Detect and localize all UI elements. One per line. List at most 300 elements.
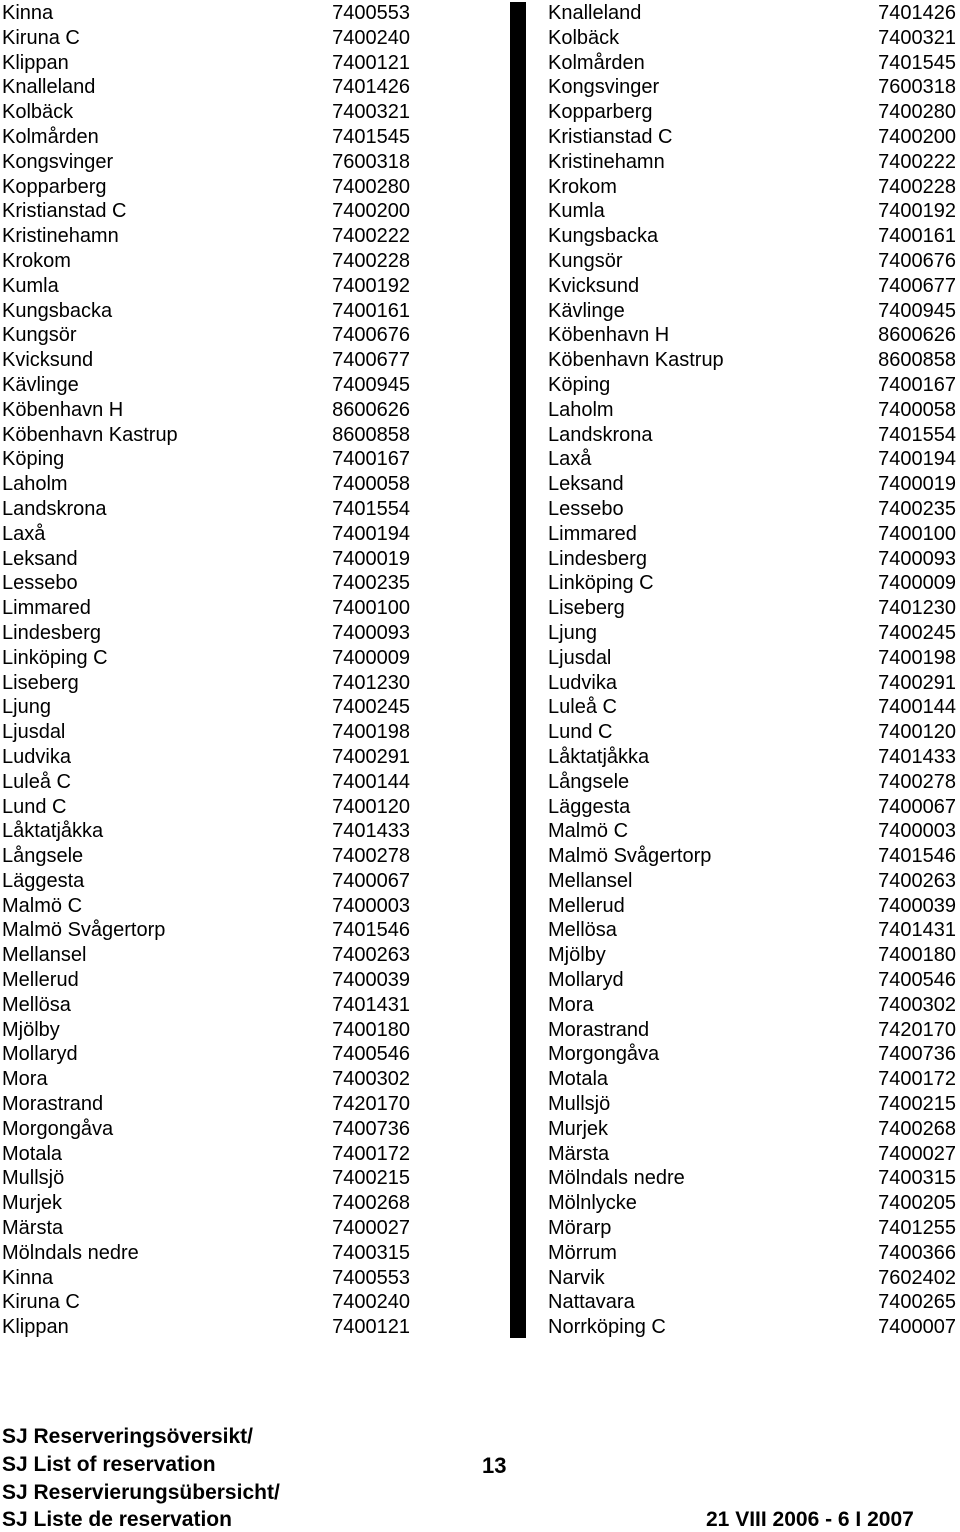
station-name: Kinna bbox=[2, 1266, 54, 1289]
station-row bbox=[548, 646, 956, 671]
station-code: 7400235 bbox=[878, 497, 956, 520]
station-row bbox=[2, 125, 410, 150]
station-row bbox=[2, 199, 410, 224]
station-code: 7401554 bbox=[332, 497, 410, 520]
station-row bbox=[548, 1067, 956, 1092]
station-row bbox=[2, 100, 410, 125]
station-row bbox=[2, 1315, 410, 1340]
station-code: 7400278 bbox=[878, 770, 956, 793]
station-row bbox=[2, 373, 410, 398]
station-name: Mölndals nedre bbox=[2, 1241, 139, 1264]
station-name: Leksand bbox=[2, 547, 78, 570]
station-name: Ludvika bbox=[2, 745, 71, 768]
station-code: 7600318 bbox=[332, 150, 410, 173]
station-name: Knalleland bbox=[548, 2, 642, 24]
station-row bbox=[2, 869, 410, 894]
station-row bbox=[2, 75, 410, 100]
station-code: 8600626 bbox=[878, 324, 956, 347]
station-code: 7400058 bbox=[332, 473, 410, 496]
station-code: 7400121 bbox=[332, 1316, 410, 1339]
station-code: 7400167 bbox=[332, 448, 410, 471]
station-row bbox=[548, 671, 956, 696]
station-code: 7401230 bbox=[878, 597, 956, 620]
station-row bbox=[2, 993, 410, 1018]
station-row bbox=[548, 1018, 956, 1043]
station-code: 7400280 bbox=[332, 175, 410, 198]
station-row bbox=[548, 100, 956, 125]
station-name: Kristinehamn bbox=[548, 150, 665, 173]
station-row bbox=[2, 1018, 410, 1043]
station-name: Kopparberg bbox=[548, 101, 653, 124]
station-code: 7400222 bbox=[878, 150, 956, 173]
station-row bbox=[2, 224, 410, 249]
station-code: 7400172 bbox=[878, 1068, 956, 1091]
station-name: Lessebo bbox=[548, 497, 624, 520]
station-row bbox=[548, 720, 956, 745]
station-row bbox=[2, 1290, 410, 1315]
station-name: Kongsvinger bbox=[2, 150, 114, 173]
station-name: Kumla bbox=[548, 200, 605, 223]
station-row bbox=[548, 125, 956, 150]
station-code: 7400019 bbox=[332, 547, 410, 570]
station-name: Laxå bbox=[2, 522, 46, 545]
station-code: 7400039 bbox=[332, 969, 410, 992]
station-code: 7400198 bbox=[878, 646, 956, 669]
station-code: 7400167 bbox=[878, 373, 956, 396]
station-code: 7400315 bbox=[878, 1167, 956, 1190]
station-name: Ljung bbox=[2, 696, 51, 719]
station-name: Motala bbox=[2, 1142, 63, 1165]
station-name: Landskrona bbox=[548, 423, 653, 446]
station-name: Mellösa bbox=[2, 993, 71, 1016]
station-code: 7400100 bbox=[332, 597, 410, 620]
station-name: Ljung bbox=[548, 621, 597, 644]
station-code: 7400240 bbox=[332, 26, 410, 49]
station-row bbox=[548, 695, 956, 720]
station-code: 7400200 bbox=[878, 125, 956, 148]
station-code: 7400222 bbox=[332, 225, 410, 248]
station-code: 7400100 bbox=[878, 522, 956, 545]
station-code: 7400121 bbox=[332, 51, 410, 74]
station-row bbox=[2, 1216, 410, 1241]
station-code: 7400192 bbox=[332, 274, 410, 297]
station-row bbox=[548, 547, 956, 572]
station-row bbox=[2, 323, 410, 348]
station-row bbox=[2, 348, 410, 373]
station-name: Linköping C bbox=[2, 646, 108, 669]
station-row bbox=[2, 547, 410, 572]
station-row bbox=[548, 398, 956, 423]
station-name: Luleå C bbox=[548, 696, 617, 719]
station-name: Mullsjö bbox=[2, 1167, 65, 1190]
station-name: Lund C bbox=[548, 721, 613, 744]
station-row bbox=[2, 968, 410, 993]
station-code: 7400245 bbox=[878, 621, 956, 644]
station-code: 7400321 bbox=[332, 101, 410, 124]
station-name: Kristinehamn bbox=[2, 225, 119, 248]
station-row bbox=[2, 1117, 410, 1142]
station-name: Leksand bbox=[548, 473, 624, 496]
station-row bbox=[548, 348, 956, 373]
station-name: Liseberg bbox=[2, 671, 79, 694]
station-row bbox=[2, 844, 410, 869]
station-row bbox=[2, 175, 410, 200]
station-name: Läggesta bbox=[2, 869, 85, 892]
station-name: Mora bbox=[2, 1068, 48, 1091]
station-code: 7400945 bbox=[878, 299, 956, 322]
station-name: Kolbäck bbox=[2, 101, 74, 124]
station-code: 7400161 bbox=[878, 225, 956, 248]
station-name: Långsele bbox=[2, 845, 84, 868]
station-name: Köbenhavn Kastrup bbox=[2, 423, 178, 446]
station-name: Nattavara bbox=[548, 1291, 635, 1314]
station-code: 7400067 bbox=[332, 869, 410, 892]
station-name: Kävlinge bbox=[548, 299, 625, 322]
station-name: Kumla bbox=[2, 274, 59, 297]
station-row bbox=[548, 1216, 956, 1241]
station-code: 7400677 bbox=[332, 349, 410, 372]
station-row bbox=[2, 1191, 410, 1216]
station-code: 7400003 bbox=[878, 820, 956, 843]
station-row bbox=[548, 1, 956, 26]
station-name: Lindesberg bbox=[2, 621, 101, 644]
station-row bbox=[2, 150, 410, 175]
station-code: 7401545 bbox=[878, 51, 956, 74]
station-name: Mollaryd bbox=[548, 969, 624, 992]
station-name: Låktatjåkka bbox=[2, 820, 104, 843]
station-name: Mollaryd bbox=[2, 1043, 78, 1066]
station-name: Luleå C bbox=[2, 770, 71, 793]
station-code: 7400263 bbox=[332, 944, 410, 967]
station-name: Murjek bbox=[2, 1192, 63, 1215]
station-name: Norrköping C bbox=[548, 1316, 666, 1339]
station-row bbox=[2, 398, 410, 423]
station-name: Lund C bbox=[2, 795, 67, 818]
station-name: Kävlinge bbox=[2, 373, 79, 396]
station-row bbox=[2, 571, 410, 596]
station-code: 7400945 bbox=[332, 373, 410, 396]
station-name: Kungsör bbox=[2, 324, 77, 347]
footer-title-line-1: SJ Reserveringsöversikt/ bbox=[2, 1425, 253, 1448]
station-name: Knalleland bbox=[2, 76, 96, 99]
station-row bbox=[548, 1191, 956, 1216]
station-code: 8600858 bbox=[878, 349, 956, 372]
station-row bbox=[2, 596, 410, 621]
station-name: Malmö C bbox=[548, 820, 629, 843]
station-row bbox=[2, 1166, 410, 1191]
station-row bbox=[2, 1241, 410, 1266]
station-name: Malmö Svågertorp bbox=[2, 919, 166, 942]
station-row bbox=[548, 621, 956, 646]
station-row bbox=[2, 497, 410, 522]
station-row bbox=[548, 993, 956, 1018]
column-divider-bar bbox=[510, 2, 526, 1338]
station-name: Morgongåva bbox=[2, 1117, 114, 1140]
station-name: Kvicksund bbox=[2, 349, 94, 372]
station-code: 7400007 bbox=[878, 1316, 956, 1339]
station-code: 7400546 bbox=[332, 1043, 410, 1066]
station-name: Lindesberg bbox=[548, 547, 647, 570]
station-code: 7400553 bbox=[332, 2, 410, 24]
station-row bbox=[548, 571, 956, 596]
station-name: Mullsjö bbox=[548, 1093, 611, 1116]
station-name: Mellösa bbox=[548, 919, 617, 942]
station-name: Krokom bbox=[2, 249, 71, 272]
station-name: Ljusdal bbox=[548, 646, 612, 669]
station-code: 7400027 bbox=[332, 1217, 410, 1240]
station-name: Märsta bbox=[548, 1142, 610, 1165]
station-code: 7400039 bbox=[878, 894, 956, 917]
station-row bbox=[548, 150, 956, 175]
station-row bbox=[2, 447, 410, 472]
station-row bbox=[2, 770, 410, 795]
station-name: Motala bbox=[548, 1068, 609, 1091]
station-code: 7400321 bbox=[878, 26, 956, 49]
station-name: Kiruna C bbox=[2, 1291, 80, 1314]
station-name: Murjek bbox=[548, 1117, 609, 1140]
station-row bbox=[2, 1092, 410, 1117]
station-code: 7400198 bbox=[332, 721, 410, 744]
station-code: 7400265 bbox=[878, 1291, 956, 1314]
station-name: Morastrand bbox=[548, 1018, 650, 1041]
station-code: 7602402 bbox=[878, 1266, 956, 1289]
station-row bbox=[2, 274, 410, 299]
station-name: Narvik bbox=[548, 1266, 605, 1289]
station-code: 7400144 bbox=[878, 696, 956, 719]
station-name: Kinna bbox=[2, 2, 54, 24]
station-row bbox=[2, 423, 410, 448]
station-row bbox=[2, 1, 410, 26]
station-code: 7401255 bbox=[878, 1217, 956, 1240]
left-station-column bbox=[2, 1, 410, 1340]
station-row bbox=[548, 943, 956, 968]
station-code: 7401431 bbox=[332, 993, 410, 1016]
station-name: Mellerud bbox=[548, 894, 625, 917]
station-row bbox=[548, 1266, 956, 1291]
station-name: Krokom bbox=[548, 175, 617, 198]
station-code: 7400302 bbox=[332, 1068, 410, 1091]
station-row bbox=[2, 819, 410, 844]
station-row bbox=[548, 497, 956, 522]
station-code: 7400546 bbox=[878, 969, 956, 992]
station-row bbox=[548, 274, 956, 299]
station-name: Kolmården bbox=[548, 51, 645, 74]
station-row bbox=[548, 51, 956, 76]
station-code: 7400009 bbox=[878, 572, 956, 595]
station-code: 7400215 bbox=[332, 1167, 410, 1190]
validity-period: 21 VIII 2006 - 6 I 2007 bbox=[706, 1508, 914, 1531]
station-row bbox=[548, 1315, 956, 1340]
station-name: Lessebo bbox=[2, 572, 78, 595]
station-row bbox=[548, 175, 956, 200]
station-code: 7400268 bbox=[878, 1117, 956, 1140]
station-row bbox=[2, 894, 410, 919]
station-name: Ludvika bbox=[548, 671, 617, 694]
station-code: 7401426 bbox=[332, 76, 410, 99]
station-row bbox=[548, 918, 956, 943]
right-station-column bbox=[548, 1, 956, 1340]
station-row bbox=[548, 745, 956, 770]
station-name: Långsele bbox=[548, 770, 630, 793]
station-row bbox=[548, 795, 956, 820]
station-code: 7401546 bbox=[332, 919, 410, 942]
station-name: Mjölby bbox=[2, 1018, 60, 1041]
station-name: Limmared bbox=[548, 522, 637, 545]
station-code: 7400093 bbox=[878, 547, 956, 570]
station-row bbox=[548, 26, 956, 51]
station-name: Laholm bbox=[548, 398, 614, 421]
station-row bbox=[548, 373, 956, 398]
station-name: Malmö Svågertorp bbox=[548, 845, 712, 868]
station-row bbox=[548, 447, 956, 472]
station-row bbox=[548, 472, 956, 497]
station-code: 7401433 bbox=[878, 745, 956, 768]
station-name: Kongsvinger bbox=[548, 76, 660, 99]
station-code: 7400180 bbox=[878, 944, 956, 967]
station-row bbox=[548, 1092, 956, 1117]
station-name: Linköping C bbox=[548, 572, 654, 595]
station-code: 7400268 bbox=[332, 1192, 410, 1215]
station-row bbox=[548, 770, 956, 795]
station-row bbox=[2, 621, 410, 646]
station-code: 7400093 bbox=[332, 621, 410, 644]
station-row bbox=[548, 1241, 956, 1266]
station-row bbox=[548, 894, 956, 919]
station-code: 7600318 bbox=[878, 76, 956, 99]
station-code: 7400228 bbox=[332, 249, 410, 272]
station-name: Köbenhavn Kastrup bbox=[548, 349, 724, 372]
station-name: Mörrum bbox=[548, 1241, 617, 1264]
station-name: Mölnlycke bbox=[548, 1192, 637, 1215]
station-code: 7400228 bbox=[878, 175, 956, 198]
station-row bbox=[548, 1117, 956, 1142]
station-code: 7400676 bbox=[332, 324, 410, 347]
station-row bbox=[2, 26, 410, 51]
footer-title-line-2: SJ List of reservation bbox=[2, 1453, 216, 1476]
station-code: 7400205 bbox=[878, 1192, 956, 1215]
station-code: 7401545 bbox=[332, 125, 410, 148]
station-name: Märsta bbox=[2, 1217, 64, 1240]
station-name: Liseberg bbox=[548, 597, 625, 620]
station-name: Köbenhavn H bbox=[548, 324, 670, 347]
station-name: Mora bbox=[548, 993, 594, 1016]
station-code: 7400120 bbox=[332, 795, 410, 818]
station-row bbox=[2, 1042, 410, 1067]
station-name: Klippan bbox=[2, 51, 69, 74]
station-name: Malmö C bbox=[2, 894, 83, 917]
station-row bbox=[548, 819, 956, 844]
station-row bbox=[548, 249, 956, 274]
station-code: 7400200 bbox=[332, 200, 410, 223]
station-name: Klippan bbox=[2, 1316, 69, 1339]
station-row bbox=[548, 423, 956, 448]
station-code: 7400235 bbox=[332, 572, 410, 595]
station-code: 7400172 bbox=[332, 1142, 410, 1165]
station-row bbox=[548, 1142, 956, 1167]
station-code: 7420170 bbox=[878, 1018, 956, 1041]
station-code: 7401431 bbox=[878, 919, 956, 942]
station-row bbox=[2, 249, 410, 274]
page-number: 13 bbox=[482, 1453, 507, 1478]
station-row bbox=[2, 51, 410, 76]
station-row bbox=[548, 522, 956, 547]
station-code: 7400553 bbox=[332, 1266, 410, 1289]
station-code: 7400003 bbox=[332, 894, 410, 917]
station-row bbox=[548, 869, 956, 894]
station-name: Mörarp bbox=[548, 1217, 612, 1240]
station-name: Kungsbacka bbox=[2, 299, 113, 322]
station-code: 7400215 bbox=[878, 1093, 956, 1116]
station-row bbox=[2, 720, 410, 745]
station-row bbox=[2, 671, 410, 696]
station-name: Köping bbox=[2, 448, 65, 471]
station-code: 7400291 bbox=[332, 745, 410, 768]
station-code: 7400302 bbox=[878, 993, 956, 1016]
station-code: 7400736 bbox=[878, 1043, 956, 1066]
station-code: 7400194 bbox=[878, 448, 956, 471]
station-name: Mellansel bbox=[548, 869, 633, 892]
station-row bbox=[2, 1266, 410, 1291]
station-code: 7400240 bbox=[332, 1291, 410, 1314]
station-code: 7400291 bbox=[878, 671, 956, 694]
station-code: 8600626 bbox=[332, 398, 410, 421]
station-name: Läggesta bbox=[548, 795, 631, 818]
station-row bbox=[548, 844, 956, 869]
station-name: Laxå bbox=[548, 448, 592, 471]
station-name: Limmared bbox=[2, 597, 91, 620]
station-name: Kopparberg bbox=[2, 175, 107, 198]
station-code: 7400058 bbox=[878, 398, 956, 421]
station-row bbox=[548, 224, 956, 249]
station-row bbox=[2, 695, 410, 720]
station-code: 7400144 bbox=[332, 770, 410, 793]
station-row bbox=[2, 745, 410, 770]
station-name: Ljusdal bbox=[2, 721, 66, 744]
station-name: Kristianstad C bbox=[2, 200, 127, 223]
station-name: Morgongåva bbox=[548, 1043, 660, 1066]
station-name: Kolbäck bbox=[548, 26, 620, 49]
station-code: 7400315 bbox=[332, 1241, 410, 1264]
station-row bbox=[2, 646, 410, 671]
station-name: Köbenhavn H bbox=[2, 398, 124, 421]
station-row bbox=[2, 522, 410, 547]
station-name: Kristianstad C bbox=[548, 125, 673, 148]
station-name: Kungsbacka bbox=[548, 225, 659, 248]
station-name: Låktatjåkka bbox=[548, 745, 650, 768]
station-name: Laholm bbox=[2, 473, 68, 496]
station-code: 7400019 bbox=[878, 473, 956, 496]
station-row bbox=[548, 968, 956, 993]
station-name: Mölndals nedre bbox=[548, 1167, 685, 1190]
station-code: 7400067 bbox=[878, 795, 956, 818]
station-code: 7400677 bbox=[878, 274, 956, 297]
station-code: 7400736 bbox=[332, 1117, 410, 1140]
station-code: 7400009 bbox=[332, 646, 410, 669]
station-code: 7400278 bbox=[332, 845, 410, 868]
station-row bbox=[2, 1067, 410, 1092]
station-row bbox=[548, 299, 956, 324]
station-code: 7400120 bbox=[878, 721, 956, 744]
station-code: 7401554 bbox=[878, 423, 956, 446]
station-code: 7401230 bbox=[332, 671, 410, 694]
station-row bbox=[548, 199, 956, 224]
station-name: Kolmården bbox=[2, 125, 99, 148]
station-code: 7400194 bbox=[332, 522, 410, 545]
station-row bbox=[548, 1290, 956, 1315]
station-row bbox=[2, 472, 410, 497]
station-code: 7400280 bbox=[878, 101, 956, 124]
station-code: 7400027 bbox=[878, 1142, 956, 1165]
